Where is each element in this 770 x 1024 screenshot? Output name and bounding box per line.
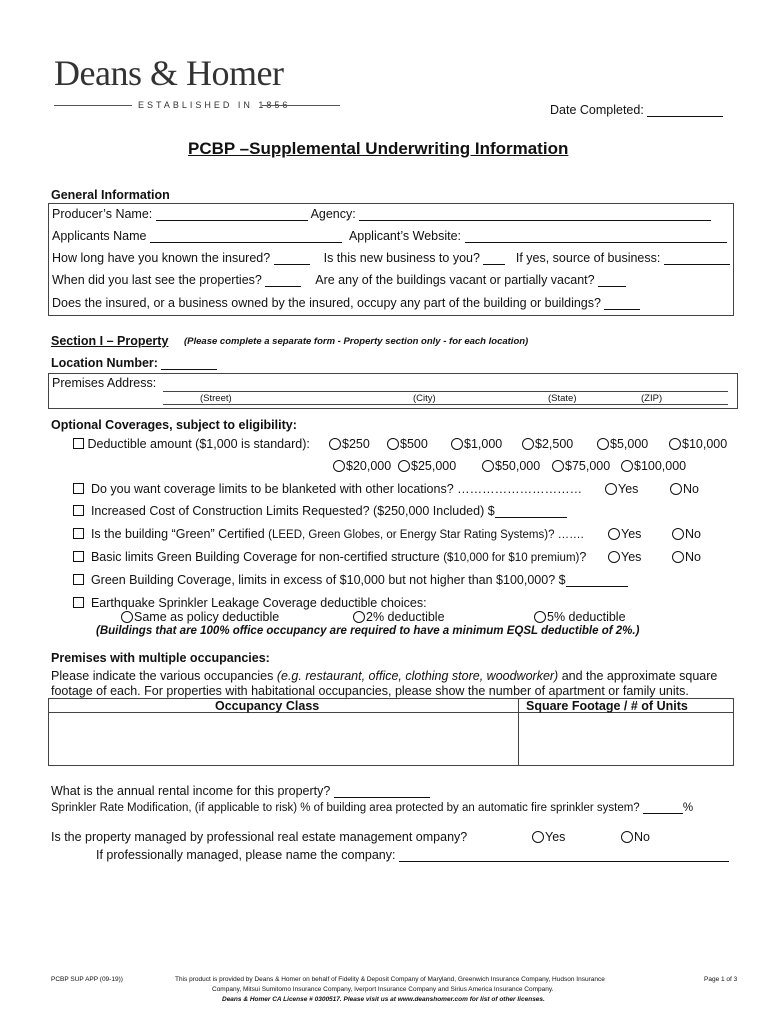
d500-option[interactable]: $500 [387,437,428,451]
blanketed-no[interactable]: No [670,482,699,496]
radio-icon [121,611,133,623]
radio-icon [451,438,463,450]
agency-field[interactable] [359,208,711,221]
eq-5-option[interactable]: 5% deductible [534,610,626,624]
state-label: (State) [548,393,577,404]
d1000-option[interactable]: $1,000 [451,437,502,451]
increased-field[interactable] [495,505,567,518]
disclaimer-line-1: This product is provided by Deans & Homer on behalf of Fidelity & Deposit Company of Maryland, Greenwich Insurance Company, Hudson Insurance [175,976,605,983]
radio-icon [597,438,609,450]
last-see-row: When did you last see the properties? Are any of the buildings vacant or partially vacant? [52,273,626,287]
eq-note: (Buildings that are 100% office occupancy are required to have a minimum EQSL deductible of 2%.) [96,625,640,637]
d2500-option[interactable]: $2,500 [522,437,573,451]
d50000-option[interactable]: $50,000 [482,459,540,473]
premises-label: Premises Address: [52,376,157,390]
disclaimer-line-2: Company, Mitsui Sumitomo Insurance Company, Iverport Insurance Company and Sirius America Insurance Company. [212,986,554,993]
license-line: Deans & Homer CA License # 0300517. Please visit us at www.deanshomer.com for list of other licenses. [222,996,545,1003]
company-field[interactable] [399,849,729,862]
d75000-option[interactable]: $75,000 [552,459,610,473]
radio-icon [669,438,681,450]
page-title: PCBP –Supplemental Underwriting Information [188,139,569,158]
applicants-name-field[interactable] [150,230,342,243]
managed-no[interactable]: No [621,830,650,844]
section1-note: (Please complete a separate form - Property section only - for each location) [184,336,529,347]
rental-field[interactable] [334,785,430,798]
green-cov-row: Green Building Coverage, limits in excess of $10,000 but not higher than $100,000? $ [73,573,628,587]
section1-heading: Section I – Property [51,334,169,348]
green-cov-field[interactable] [566,574,628,587]
producer-row: Producer’s Name: Agency: [52,207,711,221]
deductible-checkbox[interactable] [73,438,84,449]
basic-yes[interactable]: Yes [608,550,641,564]
radio-icon [670,483,682,495]
location-number-field[interactable] [161,357,217,370]
street-label: (Street) [200,393,232,404]
radio-icon [353,611,365,623]
sprinkler-row: Sprinkler Rate Modification, (if applicable to risk) % of building area protected by an automatic fire sprinkler system? % [51,802,694,814]
radio-icon [387,438,399,450]
deductible-row: Deductible amount ($1,000 is standard): [73,437,310,451]
sprinkler-field[interactable] [643,801,683,814]
page-number: Page 1 of 3 [704,976,738,983]
blanketed-yes[interactable]: Yes [605,482,638,496]
radio-icon [672,551,684,563]
radio-icon [605,483,617,495]
optional-heading: Optional Coverages, subject to eligibility: [51,418,297,432]
location-number: Location Number: [51,356,217,370]
d250-option[interactable]: $250 [329,437,370,451]
green-row: Is the building “Green” Certified (LEED, Green Globes, or Energy Star Rating Systems)? ……. [73,527,584,541]
managed-yes[interactable]: Yes [532,830,565,844]
radio-icon [522,438,534,450]
date-completed: Date Completed: [550,103,723,117]
d10000-option[interactable]: $10,000 [669,437,727,451]
radio-icon [333,460,345,472]
applicants-row: Applicants Name Applicant’s Website: [52,229,727,243]
zip-label: (ZIP) [641,393,663,404]
date-completed-field[interactable] [647,104,723,117]
occupancies-heading: Premises with multiple occupancies: [51,651,270,665]
producer-field[interactable] [156,208,308,221]
radio-icon [608,528,620,540]
radio-icon [482,460,494,472]
how-long-row: How long have you known the insured? Is this new business to you? If yes, source of business: [52,251,730,265]
green-checkbox[interactable] [73,528,84,539]
radio-icon [534,611,546,623]
eq-same-option[interactable]: Same as policy deductible [121,610,279,624]
radio-icon [532,831,544,843]
radio-icon [329,438,341,450]
rental-row: What is the annual rental income for this property? [51,784,430,798]
managed-row: Is the property managed by professional real estate management ompany? [51,830,468,844]
radio-icon [672,528,684,540]
radio-icon [621,460,633,472]
company-row: If professionally managed, please name the company: [96,848,729,862]
premises-address-field[interactable] [163,391,728,392]
source-field[interactable] [664,252,730,265]
square-footage-cell[interactable] [520,714,732,764]
company-logo: Deans & Homer [54,53,284,93]
d20000-option[interactable]: $20,000 [333,459,391,473]
last-see-field[interactable] [265,274,301,287]
radio-icon [608,551,620,563]
blanketed-checkbox[interactable] [73,483,84,494]
increased-checkbox[interactable] [73,505,84,516]
occupancy-table-divider [518,698,519,766]
blanketed-row: Do you want coverage limits to be blanketed with other locations? ………………………… [73,482,582,496]
new-business-field[interactable] [483,252,505,265]
radio-icon [552,460,564,472]
premises-sub-rule [163,404,728,405]
green-cov-checkbox[interactable] [73,574,84,585]
occupancies-instructions-1: Please indicate the various occupancies (e.g. restaurant, office, clothing store, woodworker) and the approximate square [51,669,718,683]
vacant-field[interactable] [598,274,626,287]
occupancies-instructions-2: footage of each. For properties with habitational occupancies, please show the number of apartment or family units. [51,684,689,698]
square-footage-header: Square Footage / # of Units [526,699,688,713]
d25000-option[interactable]: $25,000 [398,459,456,473]
radio-icon [398,460,410,472]
occupancy-class-cell[interactable] [50,714,516,764]
how-long-field[interactable] [274,252,310,265]
d100000-option[interactable]: $100,000 [621,459,686,473]
occupy-row: Does the insured, or a business owned by the insured, occupy any part of the building or buildings? [52,296,640,310]
green-no[interactable]: No [672,527,701,541]
form-id: PCBP SUP APP (09-19)) [51,976,123,983]
occupancy-class-header: Occupancy Class [215,699,320,713]
city-label: (City) [413,393,436,404]
earthquake-row: Earthquake Sprinkler Leakage Coverage deductible choices: [73,596,427,610]
increased-row: Increased Cost of Construction Limits Requested? ($250,000 Included) $ [73,504,567,518]
d5000-option[interactable]: $5,000 [597,437,648,451]
basic-no[interactable]: No [672,550,701,564]
green-yes[interactable]: Yes [608,527,641,541]
general-heading: General Information [51,188,170,202]
radio-icon [621,831,633,843]
eq-2-option[interactable]: 2% deductible [353,610,445,624]
basic-row: Basic limits Green Building Coverage for non-certified structure ($10,000 for $10 premium)? [73,550,586,564]
website-field[interactable] [465,230,727,243]
occupy-field[interactable] [604,297,640,310]
earthquake-checkbox[interactable] [73,597,84,608]
basic-checkbox[interactable] [73,551,84,562]
